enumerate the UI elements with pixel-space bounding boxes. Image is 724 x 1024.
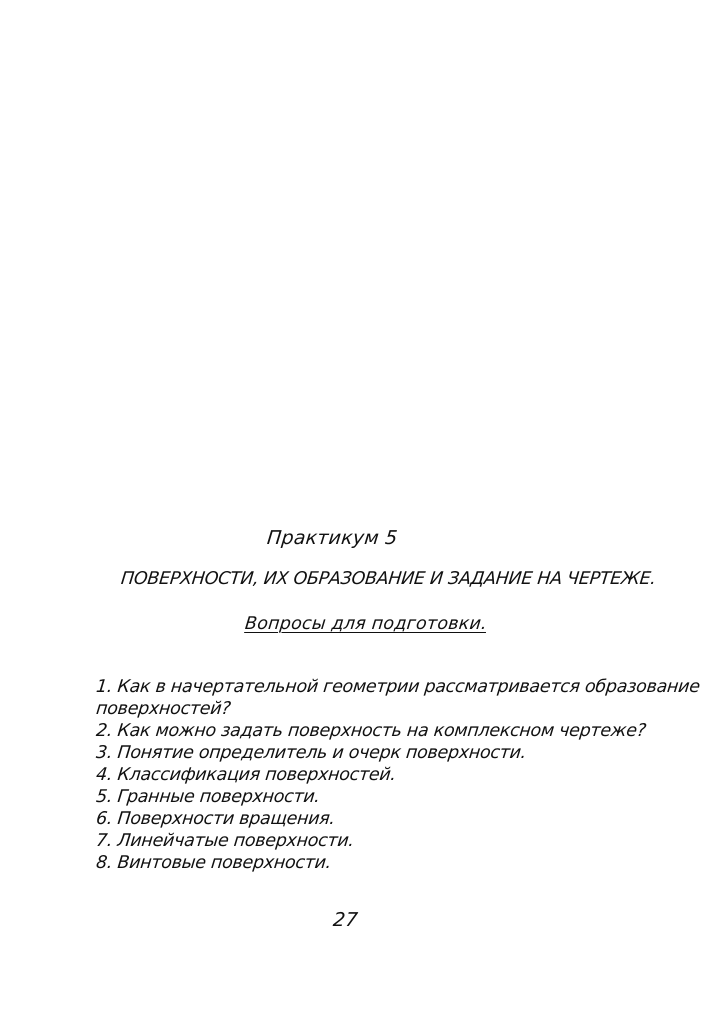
topic-title: ПОВЕРХНОСТИ, ИХ ОБРАЗОВАНИЕ И ЗАДАНИЕ НА ЧЕРТЕЖЕ. (120, 569, 657, 589)
questions-list (95, 676, 699, 874)
question-line: 3. Понятие определитель и очерк поверхности. (95, 743, 528, 763)
question-line: 1. Как в начертательной геометрии рассматривается образование (95, 677, 701, 697)
question-line: 7. Линейчатые поверхности. (95, 831, 355, 851)
practicum-title: Практикум 5 (266, 527, 399, 549)
question-line: 5. Гранные поверхности. (95, 787, 321, 807)
question-line: 4. Классификация поверхностей. (95, 765, 397, 785)
question-line: 6. Поверхности вращения. (95, 809, 336, 829)
page-number: 27 (332, 909, 359, 931)
question-line: 2. Как можно задать поверхность на комплексном чертеже? (95, 721, 647, 741)
question-line: 8. Винтовые поверхности. (95, 853, 333, 873)
question-line: поверхностей? (95, 699, 232, 719)
preparation-questions-heading: Вопросы для подготовки. (244, 614, 488, 634)
